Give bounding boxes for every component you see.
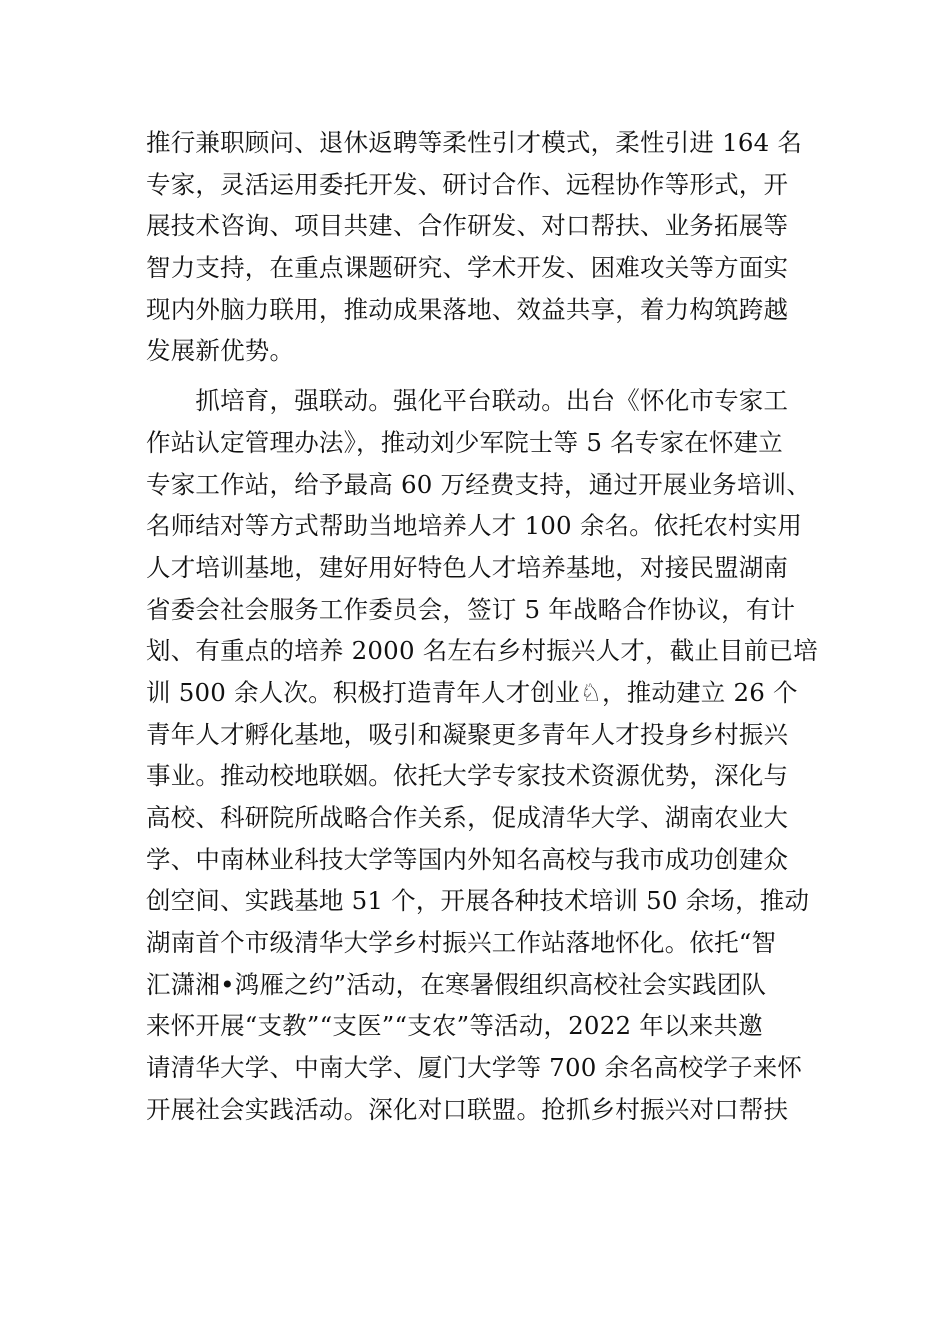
text-line: 青年人才孵化基地，吸引和凝聚更多青年人才投身乡村振兴 [146,719,789,749]
text-line: 学、中南林业科技大学等国内外知名高校与我市成功创建众 [146,844,789,874]
text-line: 高校、科研院所战略合作关系，促成清华大学、湖南农业大 [146,803,789,832]
text-line: 人才培训基地，建好用好特色人才培养基地，对接民盟湖南 [146,552,789,582]
paragraph-gap [146,372,814,380]
text-line: 省委会社会服务工作委员会，签订 5 年战略合作协议，有计 [146,594,796,624]
text-line: 专家工作站，给予最高 60 万经费支持，通过开展业务培训、 [146,469,812,499]
text-line: 智力支持，在重点课题研究、学术开发、困难攻关等方面实 [146,253,789,283]
text-line: 专家，灵活运用委托开发、研讨合作、远程协作等形式，开 [146,169,789,199]
text-line: 作站认定管理办法》，推动刘少军院士等 5 名专家在怀建立 [146,427,784,457]
text-line: 来怀开展“支教”“支医”“支农”等活动，2022 年以来共邀 [146,1011,763,1041]
text-line: 湖南首个市级清华大学乡村振兴工作站落地怀化。依托“智 [146,928,777,958]
text-line: 抓培育，强联动。强化平台联动。出台《怀化市专家工 [146,386,789,416]
text-line: 汇潇湘•鸿雁之约”活动，在寒暑假组织高校社会实践团队 [146,969,767,999]
text-line: 创空间、实践基地 51 个，开展各种技术培训 50 余场，推动 [146,886,810,916]
text-line: 开展社会实践活动。深化对口联盟。抢抓乡村振兴对口帮扶 [146,1094,789,1124]
text-line: 推行兼职顾问、退休返聘等柔性引才模式，柔性引进 164 名 [146,128,803,157]
text-line: 发展新优势。 [146,336,295,366]
text-line: 现内外脑力联用，推动成果落地、效益共享，着力构筑跨越 [146,294,789,324]
text-line: 事业。推动校地联姻。依托大学专家技术资源优势，深化与 [146,761,789,791]
text-line: 划、有重点的培养 2000 名左右乡村振兴人才，截止目前已培 [146,636,818,666]
paragraph-1 [146,122,814,372]
paragraph-2 [146,380,818,1130]
text-line: 训 500 余人次。积极打造青年人才创业♘，推动建立 26 个 [146,677,798,707]
document-body [146,122,818,1131]
text-line: 请清华大学、中南大学、厦门大学等 700 余名高校学子来怀 [146,1053,803,1083]
text-line: 展技术咨询、项目共建、合作研发、对口帮扶、业务拓展等 [146,211,789,241]
text-line: 名师结对等方式帮助当地培养人才 100 余名。依托农村实用 [146,511,803,541]
